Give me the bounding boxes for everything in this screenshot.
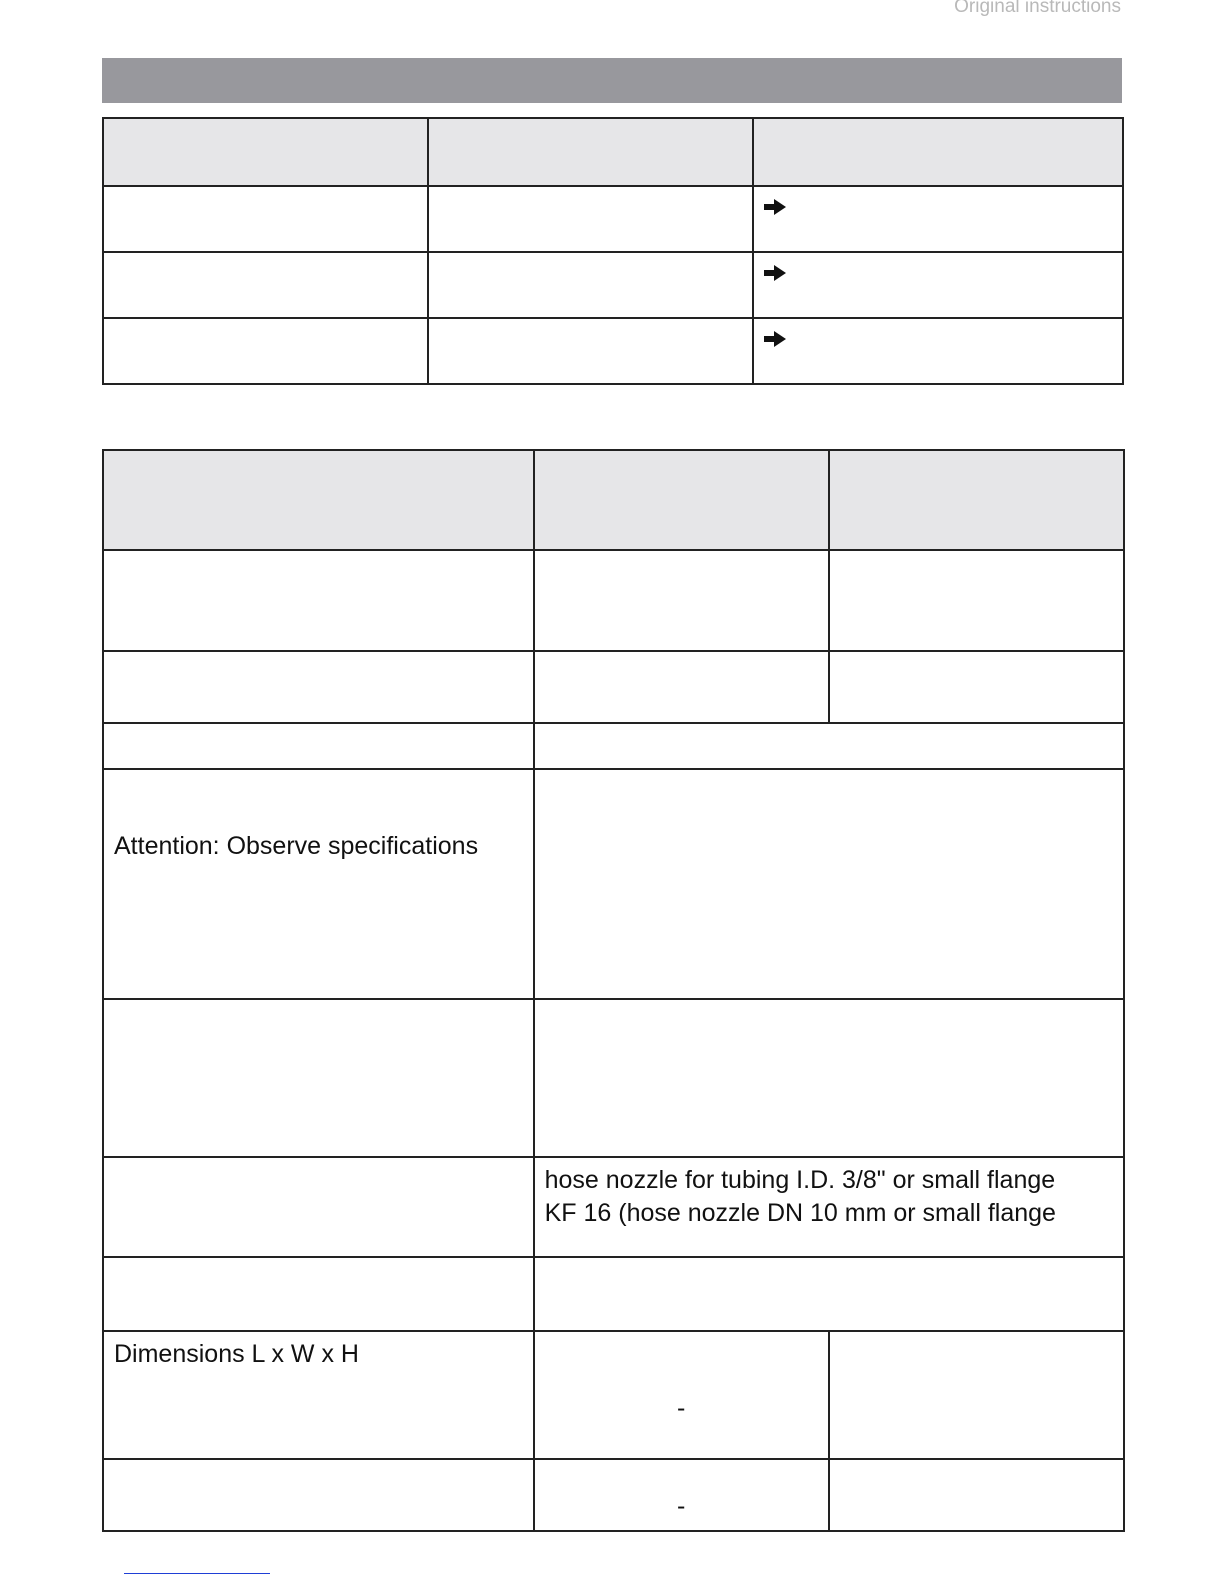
table-row xyxy=(103,723,1124,769)
table-cell xyxy=(753,186,1123,252)
arrow-right-icon xyxy=(764,265,786,281)
table-cell xyxy=(534,1331,829,1459)
dimensions-label: Dimensions L x W x H xyxy=(114,1340,359,1368)
table-cell xyxy=(103,1331,534,1459)
weight-dash: - xyxy=(677,1492,686,1520)
arrow-right-icon xyxy=(764,331,786,347)
table-row xyxy=(103,252,1123,318)
table-cell xyxy=(753,318,1123,384)
connection-line-2: KF 16 (hose nozzle DN 10 mm or small flange xyxy=(544,1199,1056,1227)
table-cell xyxy=(829,550,1124,651)
table-1 xyxy=(102,117,1124,385)
table-1-header-cell xyxy=(753,118,1123,186)
table-cell xyxy=(103,1257,534,1331)
table-2-header-cell xyxy=(534,450,829,550)
table-cell xyxy=(428,186,753,252)
table-row xyxy=(103,550,1124,651)
table-row xyxy=(103,318,1123,384)
table-row xyxy=(103,1157,1124,1257)
table-row xyxy=(103,186,1123,252)
table-cell xyxy=(534,1459,829,1531)
table-cell xyxy=(103,318,428,384)
table-cell xyxy=(534,723,1124,769)
table-row xyxy=(103,999,1124,1157)
table-row xyxy=(103,769,1124,999)
table-cell xyxy=(428,318,753,384)
section-heading-bar xyxy=(102,58,1122,103)
table-cell xyxy=(103,550,534,651)
table-cell xyxy=(103,252,428,318)
table-2-header-row xyxy=(103,450,1124,550)
table-row xyxy=(103,1257,1124,1331)
table-cell xyxy=(829,1459,1124,1531)
table-cell xyxy=(534,550,829,651)
table-2-header-cell xyxy=(103,450,534,550)
table-cell xyxy=(103,769,534,999)
table-cell xyxy=(534,651,829,723)
dimensions-dash: - xyxy=(677,1394,686,1422)
connection-line-1: hose nozzle for tubing I.D. 3/8" or small flange xyxy=(544,1166,1056,1194)
table-cell xyxy=(103,186,428,252)
table-1-header-row xyxy=(103,118,1123,186)
table-cell xyxy=(103,723,534,769)
table-row xyxy=(103,1331,1124,1459)
arrow-right-icon xyxy=(764,199,786,215)
table-row xyxy=(103,1459,1124,1531)
table-cell xyxy=(829,651,1124,723)
table-cell xyxy=(103,999,534,1157)
header-note: Original instructions xyxy=(954,0,1121,17)
table-cell xyxy=(829,1331,1124,1459)
table-cell xyxy=(103,1157,534,1257)
table-cell xyxy=(103,1459,534,1531)
table-1-header-cell xyxy=(428,118,753,186)
table-cell xyxy=(753,252,1123,318)
table-row xyxy=(103,651,1124,723)
table-cell xyxy=(103,651,534,723)
table-cell xyxy=(534,769,1124,999)
table-cell xyxy=(534,999,1124,1157)
table-cell xyxy=(428,252,753,318)
footer-link-underline xyxy=(124,1573,270,1574)
table-1-header-cell xyxy=(103,118,428,186)
attention-note: Attention: Observe specifications xyxy=(114,832,479,860)
table-cell xyxy=(534,1257,1124,1331)
table-2 xyxy=(102,449,1125,1532)
table-2-header-cell xyxy=(829,450,1124,550)
connection-cell xyxy=(534,1157,1124,1257)
